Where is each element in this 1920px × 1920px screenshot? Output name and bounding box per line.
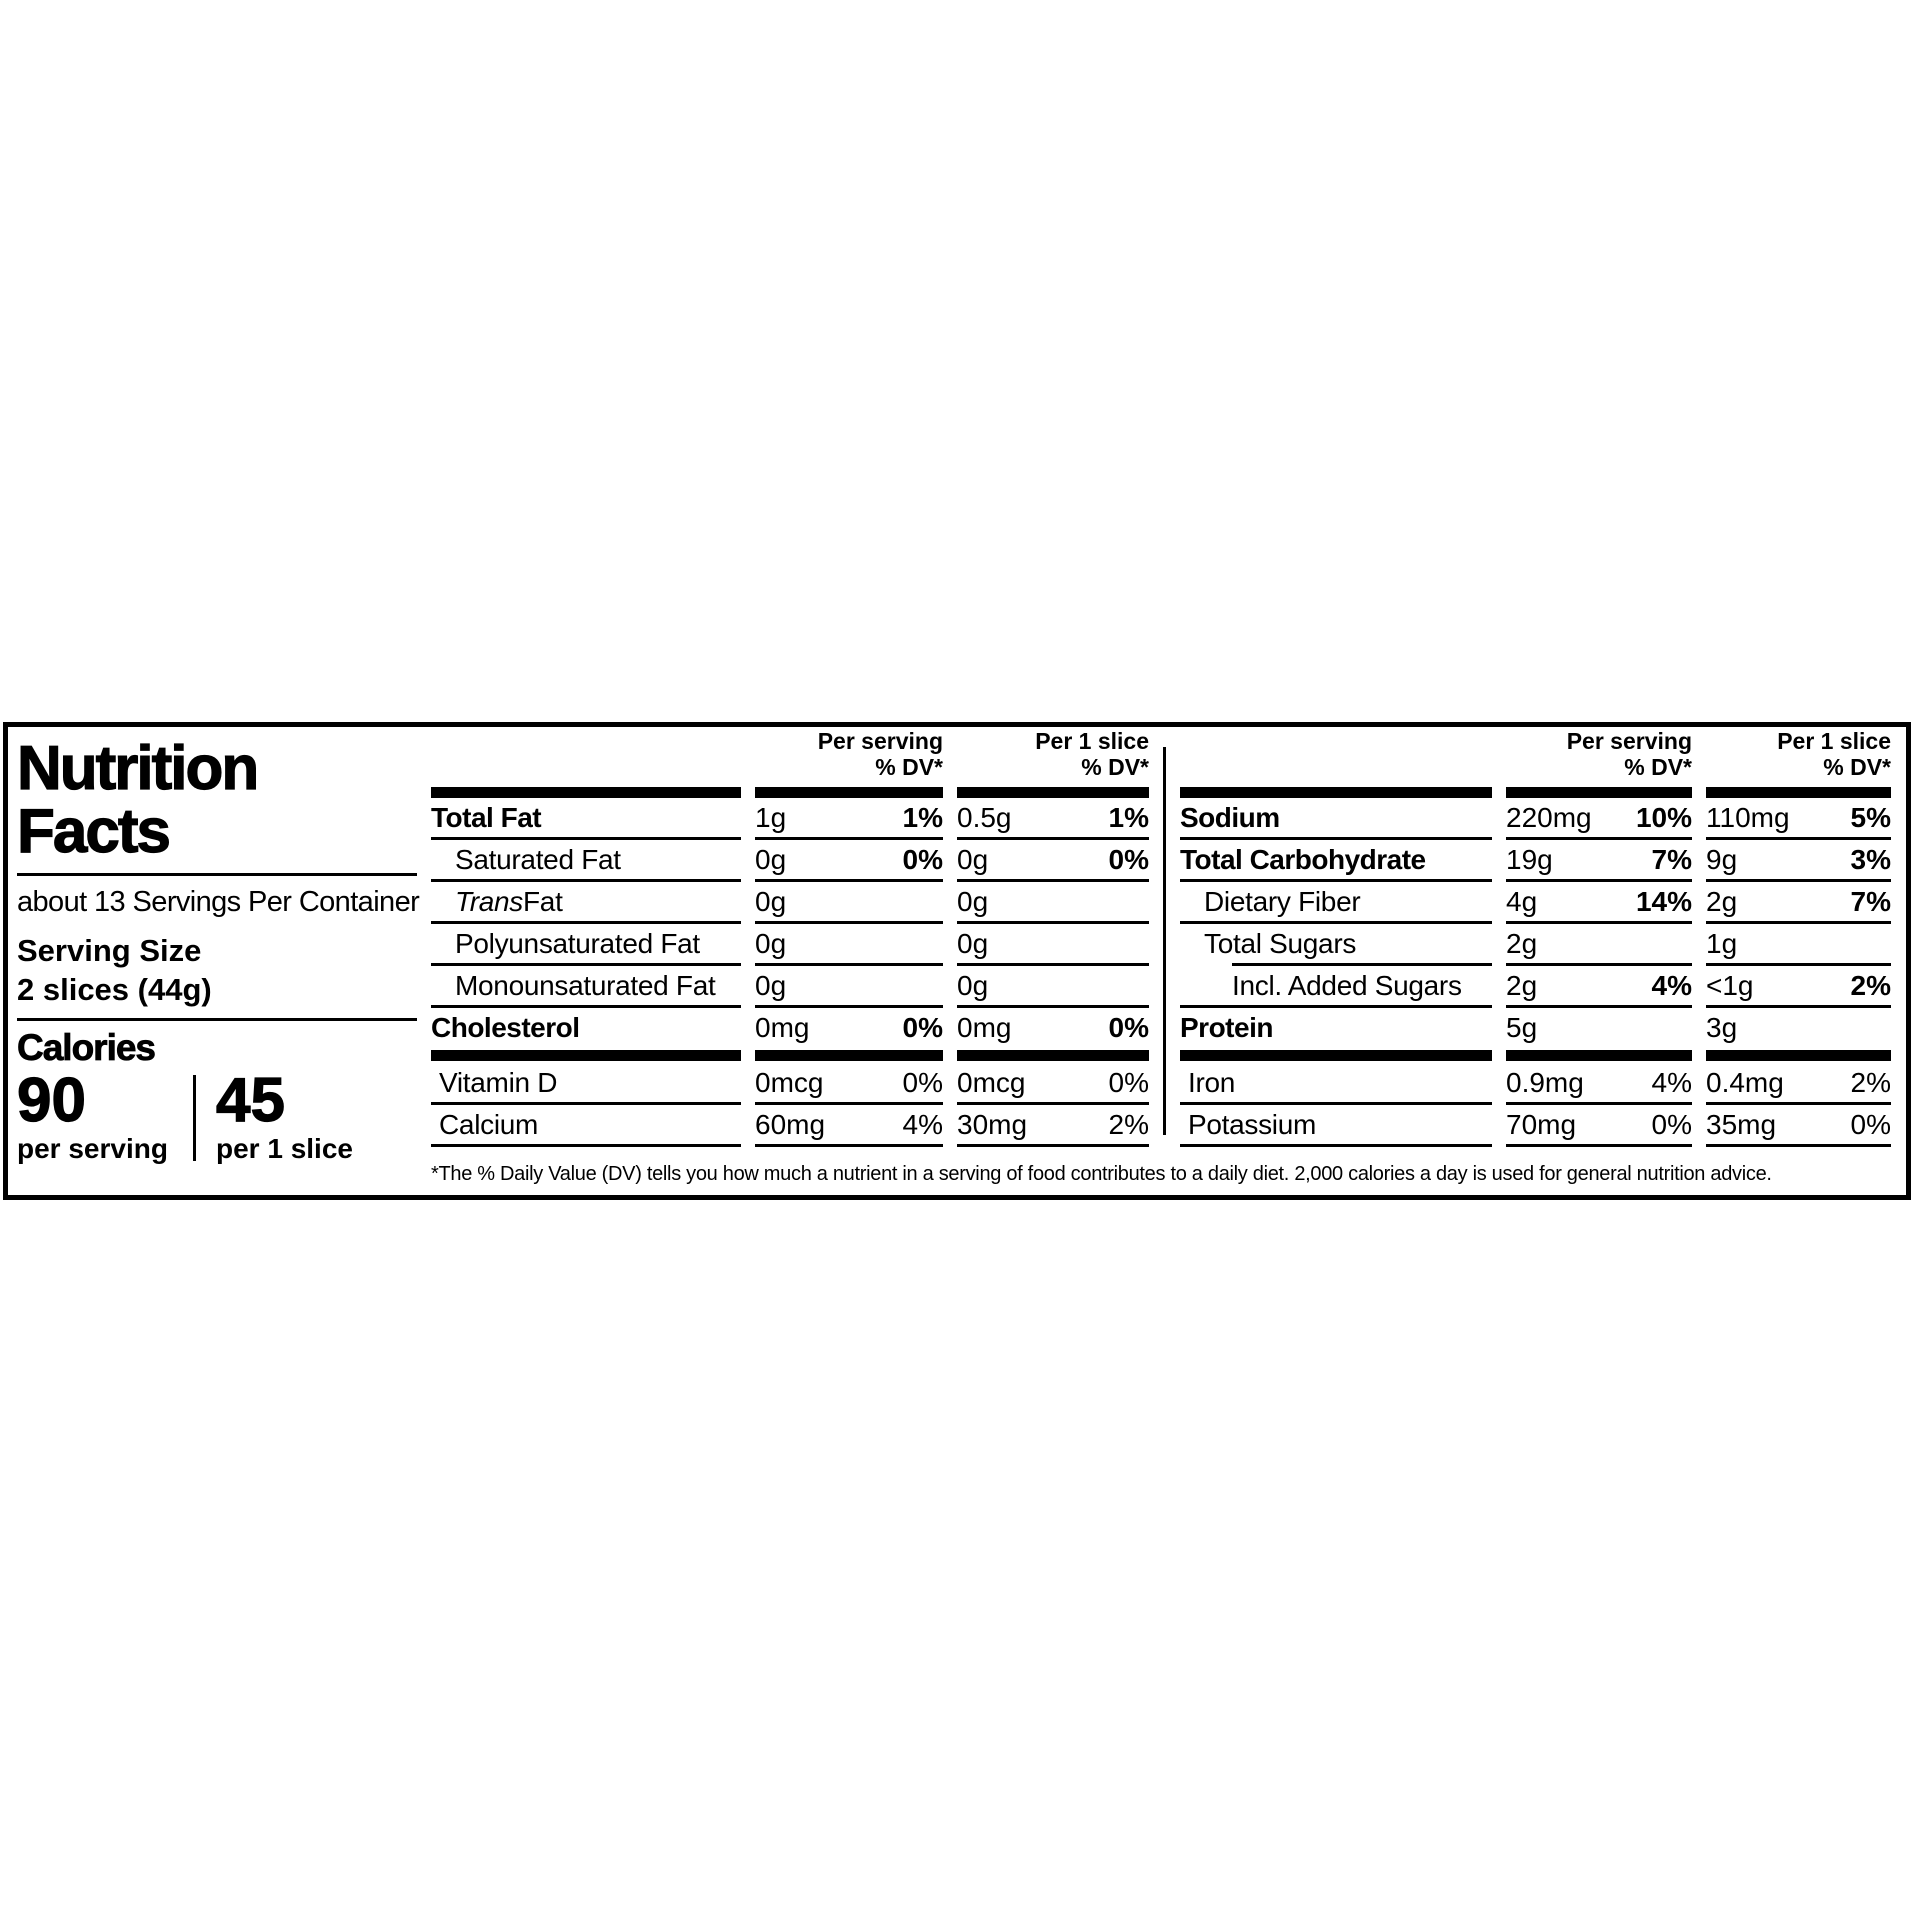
nutrient-name: Protein: [1180, 1011, 1273, 1043]
section-bar: [1506, 787, 1692, 798]
amount-per-1-slice: 0mg: [957, 1011, 1012, 1043]
value-cell-per-serving: [755, 924, 943, 963]
value-cell-per-1-slice: [1706, 840, 1891, 879]
nutrient-name: Trans Fat: [455, 885, 563, 917]
nutrient-name: Saturated Fat: [455, 843, 621, 875]
per-1-slice-header: [957, 728, 1149, 787]
value-cell-per-serving: [755, 798, 943, 837]
amount-per-1-slice: 3g: [1706, 1011, 1738, 1043]
value-cell-per-serving: [755, 840, 943, 879]
amount-per-serving: 0g: [755, 885, 787, 917]
nutrient-name: Monounsaturated Fat: [455, 969, 716, 1001]
per-1-slice-header-line: Per 1 slice: [1777, 728, 1891, 754]
nutrition-facts-title: [17, 734, 431, 866]
amount-per-serving: 70mg: [1506, 1108, 1577, 1140]
nutrient-name: Dietary Fiber: [1204, 885, 1361, 917]
value-cell-per-1-slice: [957, 1008, 1149, 1047]
value-cell-per-1-slice: [1706, 1105, 1891, 1144]
value-cell-per-1-slice: [1706, 1063, 1891, 1102]
section-bar: [1706, 787, 1891, 798]
value-cell-per-1-slice: [1706, 966, 1891, 1005]
per-serving-header-line: Per serving: [817, 728, 943, 754]
servings-per-container: about 13 Servings Per Container: [17, 886, 420, 918]
section-bar: [755, 1050, 943, 1061]
amount-per-1-slice: 0g: [957, 969, 989, 1001]
amount-per-serving: 4g: [1506, 885, 1538, 917]
dv-per-serving: 7%: [1651, 843, 1692, 875]
nutrient-table-fats: [431, 728, 1149, 1147]
nutrient-name-italic: Trans: [455, 885, 523, 917]
value-cell-per-1-slice: [957, 882, 1149, 921]
dv-per-1-slice: 3%: [1850, 843, 1891, 875]
amount-per-1-slice: 35mg: [1706, 1108, 1777, 1140]
nutrition-facts-label: [3, 722, 1911, 1200]
per-1-slice-header: [1706, 728, 1891, 787]
per-1-slice-header-line: % DV*: [1823, 754, 1891, 780]
value-cell-per-1-slice: [957, 966, 1149, 1005]
calories-divider-line: [193, 1075, 196, 1161]
section-bar: [1180, 1050, 1492, 1061]
nutrient-name: Vitamin D: [439, 1066, 558, 1098]
dv-per-1-slice: 0%: [1108, 1066, 1149, 1098]
amount-per-1-slice: 0g: [957, 927, 989, 959]
dv-per-1-slice: 0%: [1108, 1011, 1149, 1043]
amount-per-serving: 1g: [755, 801, 787, 833]
nutrients-area: [431, 727, 1906, 1195]
amount-per-serving: 0mg: [755, 1011, 810, 1043]
value-cell-per-1-slice: [1706, 1008, 1891, 1047]
section-bar: [1706, 1050, 1891, 1061]
nutrition-facts-left-panel: [8, 727, 431, 1195]
value-cell-per-serving: [755, 1008, 943, 1047]
calories-per-serving: [17, 1066, 173, 1165]
nutrient-name: Incl. Added Sugars: [1232, 969, 1462, 1001]
calories-per-slice-unit: per 1 slice: [216, 1133, 353, 1164]
amount-per-serving: 0g: [755, 927, 787, 959]
per-serving-header-line: % DV*: [875, 754, 943, 780]
nutrient-table-carbs: [1180, 728, 1891, 1147]
section-bar: [1180, 787, 1492, 798]
section-bar: [957, 787, 1149, 798]
value-cell-per-serving: [1506, 924, 1692, 963]
per-1-slice-header-line: Per 1 slice: [1035, 728, 1149, 754]
amount-per-serving: 0g: [755, 843, 787, 875]
amount-per-serving: 220mg: [1506, 801, 1592, 833]
nutrient-name: Total Carbohydrate: [1180, 843, 1426, 875]
dv-per-serving: 0%: [902, 843, 943, 875]
dv-per-1-slice: 0%: [1850, 1108, 1891, 1140]
value-cell-per-serving: [755, 1105, 943, 1144]
calories-per-slice-value: 45: [216, 1066, 285, 1135]
dv-per-1-slice: 0%: [1108, 843, 1149, 875]
value-cell-per-serving: [1506, 882, 1692, 921]
table-header-spacer: [1180, 733, 1492, 787]
value-cell-per-serving: [755, 1063, 943, 1102]
per-1-slice-header-line: % DV*: [1081, 754, 1149, 780]
value-cell-per-serving: [1506, 1008, 1692, 1047]
amount-per-serving: 0mcg: [755, 1066, 824, 1098]
serving-size-label: Serving Size: [17, 933, 202, 968]
amount-per-1-slice: 1g: [1706, 927, 1738, 959]
amount-per-1-slice: <1g: [1706, 969, 1754, 1001]
calories-per-serving-value: 90: [17, 1066, 86, 1135]
value-cell-per-1-slice: [957, 924, 1149, 963]
amount-per-1-slice: 0g: [957, 843, 989, 875]
dv-per-1-slice: 2%: [1108, 1108, 1149, 1140]
separator-line: [755, 1144, 943, 1147]
section-bar: [1506, 1050, 1692, 1061]
calories-values: [17, 1066, 431, 1165]
nutrient-name-separator: [1180, 1144, 1492, 1147]
separator-line: [1180, 1144, 1492, 1147]
dv-per-serving: 1%: [902, 801, 943, 833]
section-divider-line: [1163, 747, 1166, 1135]
amount-per-serving: 0.9mg: [1506, 1066, 1584, 1098]
separator-line: [1706, 1144, 1891, 1147]
nutrient-name: Cholesterol: [431, 1011, 580, 1043]
nutrient-name: Iron: [1188, 1066, 1236, 1098]
dv-per-1-slice: 5%: [1850, 801, 1891, 833]
amount-per-1-slice: 110mg: [1706, 801, 1790, 833]
amount-per-1-slice: 9g: [1706, 843, 1738, 875]
separator-line: [1506, 1144, 1692, 1147]
nutrient-tables: [431, 728, 1906, 1147]
amount-per-1-slice: 0mcg: [957, 1066, 1026, 1098]
calories-per-serving-unit: per serving: [17, 1133, 168, 1164]
dv-per-1-slice: 2%: [1850, 1066, 1891, 1098]
dv-per-serving: 0%: [1651, 1108, 1692, 1140]
nutrient-name: Sodium: [1180, 801, 1280, 833]
value-cell-per-1-slice: [957, 1105, 1149, 1144]
dv-per-1-slice: 7%: [1850, 885, 1891, 917]
nutrient-name-separator: [431, 1144, 741, 1147]
dv-per-serving: 0%: [902, 1011, 943, 1043]
dv-per-1-slice: 2%: [1850, 969, 1891, 1001]
value-cell-per-serving: [1506, 798, 1692, 837]
value-cell-per-serving: [1506, 966, 1692, 1005]
value-cell-per-serving: [1506, 1063, 1692, 1102]
per-serving-separator: [1506, 1144, 1692, 1147]
title-line-2: Facts: [17, 797, 169, 866]
nutrient-name: Polyunsaturated Fat: [455, 927, 700, 959]
value-cell-per-serving: [1506, 1105, 1692, 1144]
section-bar: [957, 1050, 1149, 1061]
dv-per-serving: 14%: [1635, 885, 1692, 917]
amount-per-1-slice: 0g: [957, 885, 989, 917]
calories-heading: Calories: [17, 1027, 156, 1068]
per-serving-header: [1506, 728, 1692, 787]
amount-per-1-slice: 30mg: [957, 1108, 1028, 1140]
amount-per-1-slice: 2g: [1706, 885, 1738, 917]
amount-per-1-slice: 0.5g: [957, 801, 1012, 833]
nutrient-name: Calcium: [439, 1108, 539, 1140]
dv-per-serving: 4%: [1651, 1066, 1692, 1098]
amount-per-serving: 0g: [755, 969, 787, 1001]
daily-value-footnote: *The % Daily Value (DV) tells you how much a nutrient in a serving of food contributes to a daily diet. 2,000 calories a day is used for general nutrition advice.: [431, 1163, 1772, 1185]
per-serving-header-line: % DV*: [1624, 754, 1692, 780]
divider-line: [17, 1018, 417, 1021]
nutrient-name: Potassium: [1188, 1108, 1317, 1140]
dv-per-serving: 0%: [902, 1066, 943, 1098]
section-bar: [431, 1050, 741, 1061]
per-serving-header-line: Per serving: [1566, 728, 1692, 754]
divider-line: [17, 873, 417, 876]
value-cell-per-serving: [755, 966, 943, 1005]
amount-per-1-slice: 0.4mg: [1706, 1066, 1784, 1098]
table-header-spacer: [431, 733, 741, 787]
section-bar: [755, 787, 943, 798]
amount-per-serving: 2g: [1506, 969, 1538, 1001]
dv-per-serving: 4%: [1651, 969, 1692, 1001]
title-line-1: Nutrition: [17, 734, 258, 803]
serving-size-value: 2 slices (44g): [17, 972, 212, 1007]
per-slice-separator: [957, 1144, 1149, 1147]
per-serving-separator: [755, 1144, 943, 1147]
nutrient-name: Total Sugars: [1204, 927, 1357, 959]
dv-per-serving: 4%: [902, 1108, 943, 1140]
amount-per-serving: 2g: [1506, 927, 1538, 959]
value-cell-per-1-slice: [1706, 798, 1891, 837]
amount-per-serving: 19g: [1506, 843, 1553, 875]
value-cell-per-1-slice: [957, 840, 1149, 879]
section-bar: [431, 787, 741, 798]
per-serving-header: [755, 728, 943, 787]
amount-per-serving: 60mg: [755, 1108, 826, 1140]
calories-per-slice: [216, 1066, 372, 1165]
amount-per-serving: 5g: [1506, 1011, 1538, 1043]
value-cell-per-1-slice: [1706, 924, 1891, 963]
nutrient-name: Total Fat: [431, 801, 542, 833]
separator-line: [957, 1144, 1149, 1147]
value-cell-per-serving: [1506, 840, 1692, 879]
separator-line: [431, 1144, 741, 1147]
value-cell-per-1-slice: [1706, 882, 1891, 921]
value-cell-per-1-slice: [957, 1063, 1149, 1102]
dv-per-1-slice: 1%: [1108, 801, 1149, 833]
dv-per-serving: 10%: [1635, 801, 1692, 833]
per-slice-separator: [1706, 1144, 1891, 1147]
value-cell-per-serving: [755, 882, 943, 921]
value-cell-per-1-slice: [957, 798, 1149, 837]
